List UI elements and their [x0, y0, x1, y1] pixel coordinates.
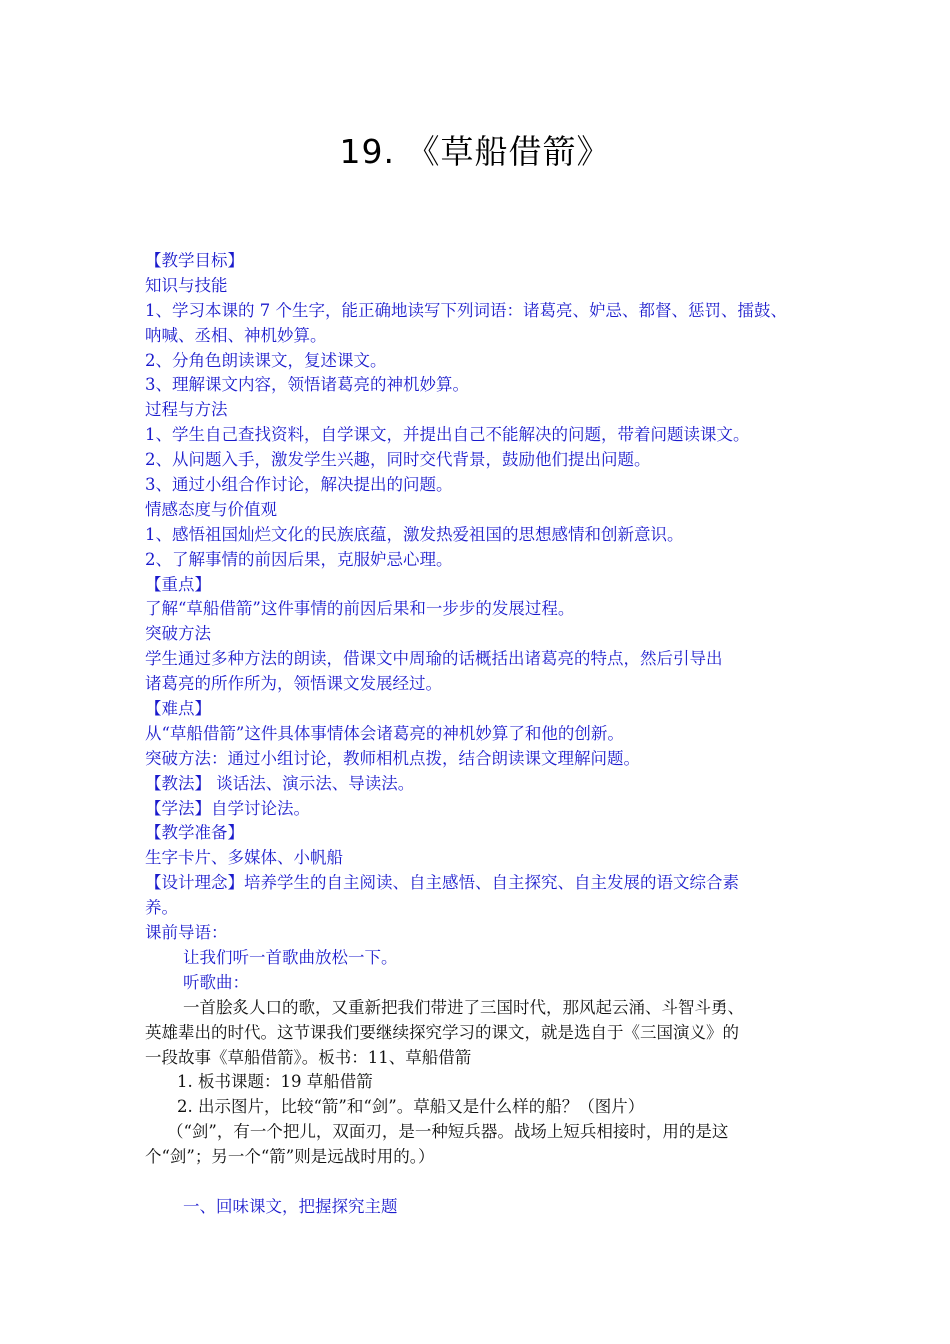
- subheading-process-method: 过程与方法: [145, 400, 228, 420]
- text-line: 1、学习本课的 7 个生字，能正确地读写下列词语：诸葛亮、妒忌、都督、惩罚、擂鼓、: [145, 300, 787, 320]
- text-line: 突破方法：通过小组讨论，教师相机点拨，结合朗读课文理解问题。: [145, 748, 640, 768]
- document-body: [145, 249, 835, 1220]
- text-line: 养。: [145, 898, 178, 918]
- section-heading-key-point: 【重点】: [145, 574, 211, 594]
- section-heading-teaching-method: 【教法】 谈话法、演示法、导读法。: [145, 773, 415, 793]
- text-line: 生字卡片、多媒体、小帆船: [145, 848, 343, 868]
- text-line: 学生通过多种方法的朗读，借课文中周瑜的话概括出诸葛亮的特点，然后引导出: [145, 649, 723, 669]
- section-heading-objectives: 【教学目标】: [145, 251, 244, 270]
- section-heading-part-one: 一、回味课文，把握探究主题: [183, 1196, 398, 1216]
- text-line: 3、理解课文内容，领悟诸葛亮的神机妙算。: [145, 375, 469, 395]
- text-line: 1、学生自己查找资料，自学课文，并提出自己不能解决的问题，带着问题读课文。: [145, 425, 750, 445]
- section-heading-preparation: 【教学准备】: [145, 823, 244, 843]
- subheading-emotion-values: 情感态度与价值观: [145, 499, 277, 519]
- text-line: （“剑”，有一个把儿，双面刃，是一种短兵器。战场上短兵相接时，用的是这: [167, 1122, 729, 1142]
- text-line: 诸葛亮的所作所为，领悟课文发展经过。: [145, 674, 442, 694]
- section-heading-difficulty: 【难点】: [145, 699, 211, 719]
- text-line: 听歌曲：: [183, 972, 249, 992]
- text-line: 1. 板书课题：19 草船借箭: [177, 1072, 373, 1092]
- text-line: 呐喊、丞相、神机妙算。: [145, 325, 327, 345]
- text-line: 了解“草船借箭”这件事情的前因后果和一步步的发展过程。: [145, 599, 575, 619]
- section-heading-learning-method: 【学法】自学讨论法。: [145, 798, 310, 818]
- subheading-knowledge-skills: 知识与技能: [145, 275, 228, 295]
- document-title: 19. 《草船借箭》: [339, 132, 611, 171]
- section-heading-design-concept: 【设计理念】培养学生的自主阅读、自主感悟、自主探究、自主发展的语文综合素: [145, 873, 739, 893]
- text-line: 个“剑”；另一个“箭”则是远战时用的。）: [145, 1147, 435, 1167]
- subheading-breakthrough: 突破方法: [145, 624, 211, 644]
- subheading-intro: 课前导语：: [145, 923, 228, 943]
- text-line: 3、通过小组合作讨论，解决提出的问题。: [145, 475, 453, 495]
- text-line: 2、从问题入手，激发学生兴趣，同时交代背景，鼓励他们提出问题。: [145, 450, 651, 470]
- text-line: 一段故事《草船借箭》。板书：11、草船借箭: [145, 1047, 472, 1067]
- text-line: 2、了解事情的前因后果，克服妒忌心理。: [145, 549, 453, 569]
- text-line: 英雄辈出的时代。这节课我们要继续探究学习的课文，就是选自于《三国演义》的: [145, 1022, 739, 1042]
- text-line: 1、感悟祖国灿烂文化的民族底蕴，激发热爱祖国的思想感情和创新意识。: [145, 524, 684, 544]
- text-line: 从“草船借箭”这件具体事情体会诸葛亮的神机妙算了和他的创新。: [145, 723, 624, 743]
- text-line: 一首脍炙人口的歌，又重新把我们带进了三国时代，那风起云涌、斗智斗勇、: [183, 997, 744, 1017]
- text-line: 2、分角色朗读课文，复述课文。: [145, 350, 387, 370]
- text-line: 2. 出示图片，比较“箭”和“剑”。草船又是什么样的船？（图片）: [177, 1097, 645, 1117]
- spacer: [145, 1170, 835, 1195]
- text-line: 让我们听一首歌曲放松一下。: [183, 947, 398, 967]
